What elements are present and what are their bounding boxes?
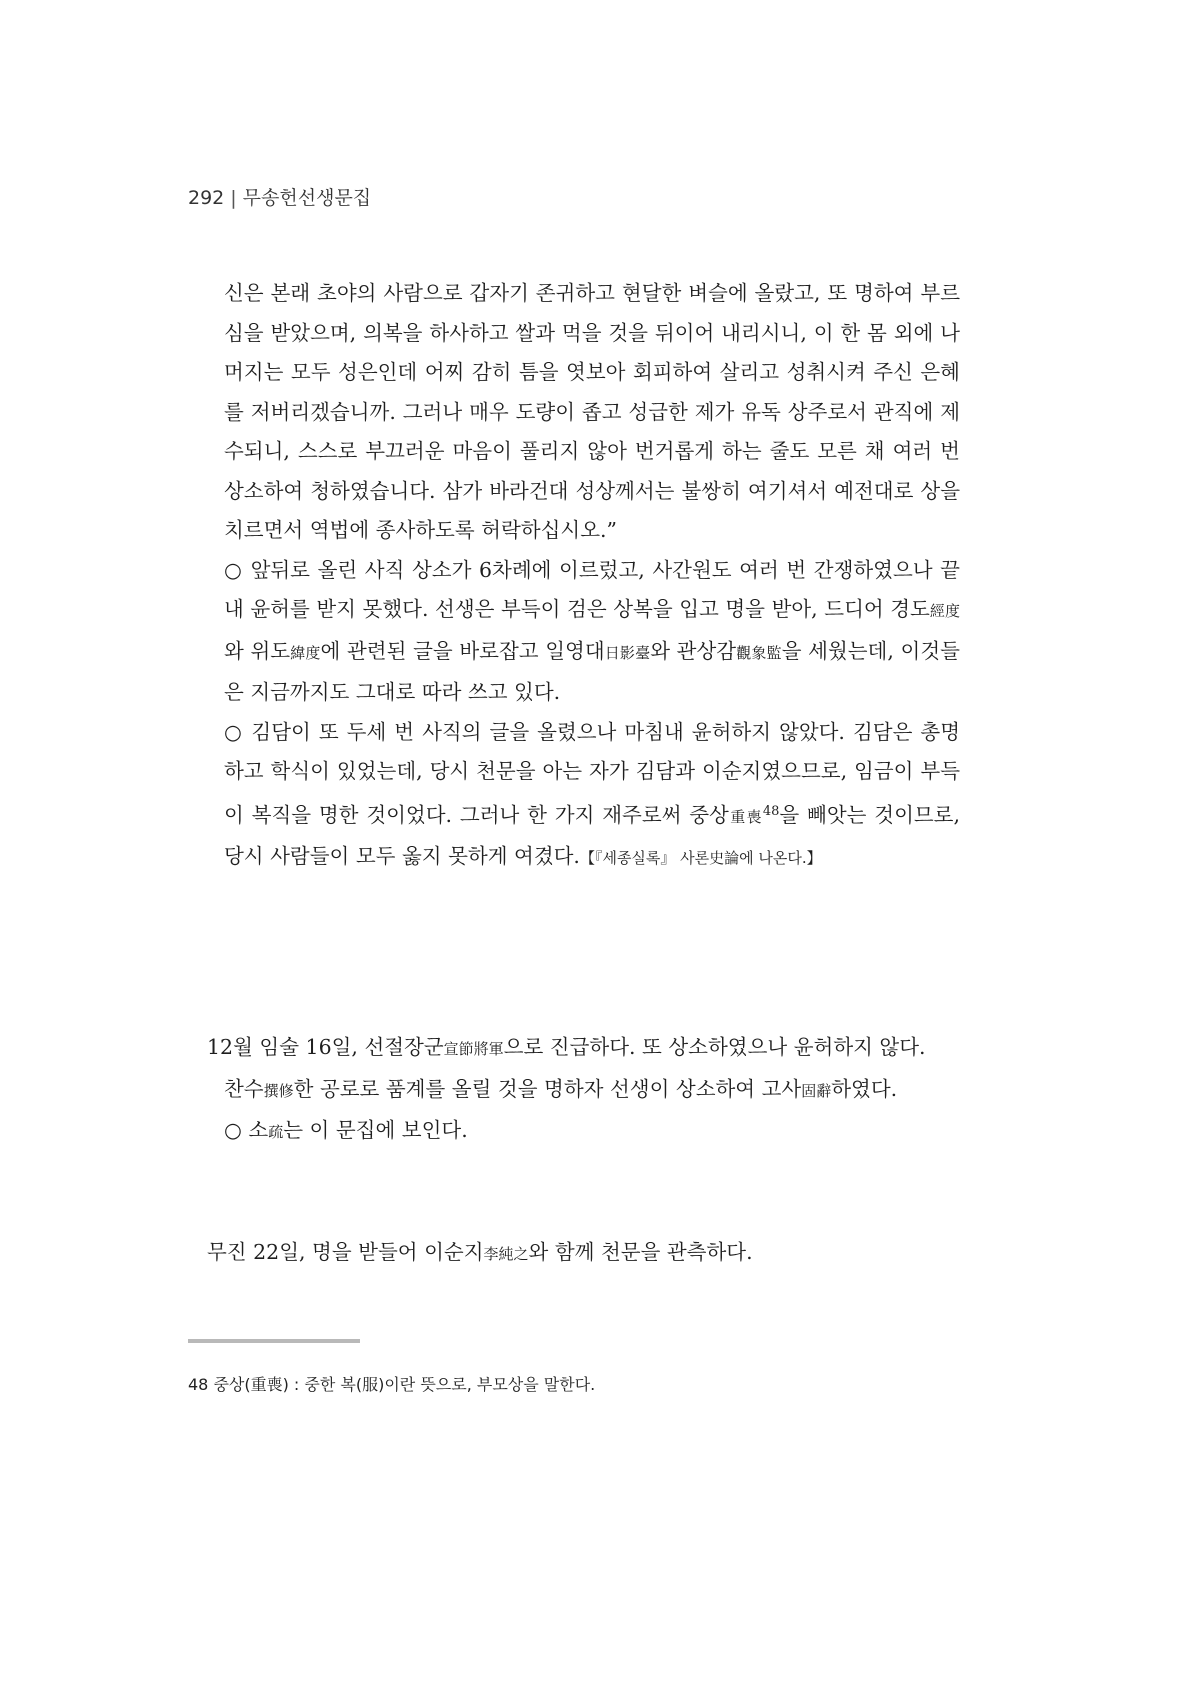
entry-heading: 12월 임술 16일, 선절장군宣節將軍으로 진급하다. 또 상소하였으나 윤허하지 않다. [207,1035,926,1059]
quoted-memorial [224,274,960,879]
hanja-gloss: 撰修 [263,1081,294,1100]
footnote-separator [188,1339,360,1343]
memorial-paragraph: 신은 본래 초야의 사람으로 갑자기 존귀하고 현달한 벼슬에 올랐고, 또 명하여 부르심을 받았으며, 의복을 하사하고 쌀과 먹을 것을 뒤이어 내리시니, 이 한 몸 외에 나머지는 모두 성은인데 어찌 감히 틈을 엿보아 회피하여 살리고 성취시켜 주신 은혜를 저버리겠습니까. 그러나 매우 도량이 좁고 성급한 제가 유독 상주로서 관직에 제수되니, 스스로 부끄러운 마음이 풀리지 않아 번거롭게 하는 줄도 모른 채 여러 번 상소하여 청하였습니다. 삼가 바라건대 성상께서는 불쌍히 여기셔서 예전대로 상을 치르면서 역법에 종사하도록 허락하십시오.” [224,281,960,542]
hanja-gloss: 緯度 [290,643,321,662]
entry-heading: 무진 22일, 명을 받들어 이순지李純之와 함께 천문을 관측하다. [207,1240,753,1264]
hanja-gloss: 固辭 [801,1081,832,1100]
hanja-gloss: 疏 [268,1123,284,1141]
footnote-text: 중상(重喪) : 중한 복(服)이란 뜻으로, 부모상을 말한다. [213,1375,596,1394]
source-citation: 【『세종실록』 사론史論에 나온다.】 [579,849,822,867]
entry-detail: 찬수撰修한 공로로 품계를 올릴 것을 명하자 선생이 상소하여 고사固辭하였다. [224,1076,898,1101]
book-title: 무송헌선생문집 [242,187,372,209]
hanja-gloss: 重喪 [728,807,763,826]
note-resignation: ○ 앞뒤로 올린 사직 상소가 6차례에 이르렀고, 사간원도 여러 번 간쟁하였으나 끝내 윤허를 받지 못했다. 선생은 부득이 검은 상복을 입고 명을 받아, 드디어 경도經度와 위도緯度에 관련된 글을 바로잡고 일영대日影臺와 관상감觀象監을 세웠는데, 이것들은 지금까지도 그대로 따라 쓰고 있다. [224,557,960,704]
footnote-number: 48 [188,1375,209,1394]
hanja-gloss: 宣節將軍 [443,1040,504,1058]
note-kimdam: ○ 김담이 또 두세 번 사직의 글을 올렸으나 마침내 윤허하지 않았다. 김담은 총명하고 학식이 있었는데, 당시 천문을 아는 자가 김담과 이순지였으므로, 임금이 부득이 복직을 명한 것이었다. 그러나 한 가지 재주로써 중상重喪$^{48}$을 빼앗는 것이므로, 당시 사람들이 모두 옳지 못하게 여겼다.【『세종실록』 사론史論에 나온다.】 [224,719,961,868]
entry-note: ○ 소疏는 이 문집에 보인다. [224,1118,468,1142]
page-number: 292 [188,187,225,209]
entry-december [207,1028,960,1153]
footnote-reference[interactable]: 48 [762,803,780,819]
hanja-gloss: 經度 [929,602,960,620]
header-divider: | [230,187,237,209]
entry-mujin [207,1233,960,1275]
hanja-gloss: 李純之 [483,1245,529,1263]
footnote-48 [188,1372,595,1395]
running-head [188,183,371,210]
hanja-gloss: 日影臺 [604,643,651,662]
hanja-gloss: 觀象監 [736,643,782,662]
